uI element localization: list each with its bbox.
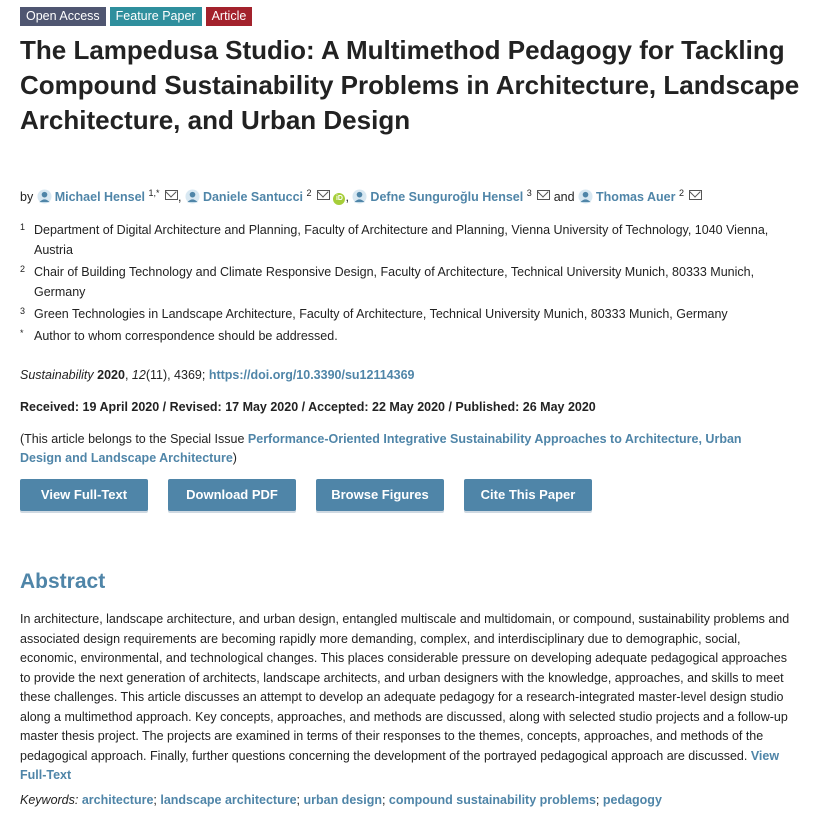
email-icon[interactable] <box>689 190 702 200</box>
author-name[interactable]: Michael Hensel <box>54 190 146 205</box>
badges <box>20 7 252 26</box>
affiliation-item <box>20 220 780 260</box>
abstract-text-block <box>20 610 796 786</box>
keywords: Keywords: architecture; landscape architecture; urban design; compound sustainability problems; pedagogy <box>20 793 662 807</box>
abstract-text: In architecture, landscape architecture, and urban design, entangled multiscale and multidomain, or compound, sustainability problems and associated design requirements are becoming rapidly more demanding, complex, and interdisciplinary due to demographic, social, economic, environmental, and technological changes. This places considerable pressure on developing adequate pedagogical approaches to provide the next generation of architects, landscape architects, and urban designers with the knowledge, approaches, and skills to meet these challenges. This article discusses an attempt to develop an adequate pedagogy for a research-integrated master-level design studio along a multimethod approach. Key concepts, approaches, and methods are discussed, along with selected studio projects and a follow-up master thesis project. The projects are examined in terms of their responses to the themes, concepts, approaches, and methods of the pedagogical approach. Finally, further questions concerning the development of the portrayed pedagogical approach are discussed. <box>20 612 790 763</box>
doi-link[interactable]: https://doi.org/10.3390/su12114369 <box>208 368 415 382</box>
citation-line: Sustainability 2020, 12(11), 4369; https://doi.org/10.3390/su12114369 <box>20 368 415 382</box>
affiliation-item <box>20 326 780 346</box>
special-issue-suffix: ) <box>232 451 237 465</box>
affiliations <box>20 220 780 348</box>
affiliation-text: Department of Digital Architecture and Planning, Faculty of Architecture and Planning, Vienna University of Technology, 1040 Vienna, Austria <box>34 223 769 257</box>
author-list: by Michael Hensel $^{1,*}$ , Daniele Santucci $^2$ iD , Defne Sunguroğlu Hensel $^3$ and Thomas Auer $^2$ <box>20 188 702 205</box>
download-pdf-button[interactable]: Download PDF <box>168 479 296 511</box>
email-icon[interactable] <box>165 190 178 200</box>
special-issue-prefix: (This article belongs to the Special Issue <box>20 432 248 446</box>
browse-figures-button[interactable]: Browse Figures <box>316 479 444 511</box>
feature-paper-badge[interactable]: Feature Paper <box>110 7 202 26</box>
action-buttons <box>20 479 592 511</box>
open-access-badge[interactable]: Open Access <box>20 7 106 26</box>
person-icon <box>352 189 367 204</box>
affiliation-item <box>20 262 780 302</box>
affiliation-number: 2 <box>20 264 26 274</box>
view-full-text-button[interactable]: View Full-Text <box>20 479 148 511</box>
person-icon <box>37 189 52 204</box>
author-thomas-auer[interactable] <box>578 190 679 204</box>
special-issue-link[interactable]: Performance-Oriented Integrative Sustainability Approaches to Architecture, Urban Design and Landscape Architecture <box>20 432 742 465</box>
keyword-link[interactable]: architecture <box>81 793 154 807</box>
author-name[interactable]: Defne Sunguroğlu Hensel <box>370 190 524 205</box>
keyword-link[interactable]: pedagogy <box>602 793 662 807</box>
article-title: The Lampedusa Studio: A Multimethod Pedagogy for Tackling Compound Sustainability Problems in Architecture, Landscape Architecture, and Urban Design <box>20 35 800 135</box>
person-icon <box>185 189 200 204</box>
keyword-link[interactable]: urban design <box>303 793 382 807</box>
affiliation-text: Author to whom correspondence should be addressed. <box>34 329 338 343</box>
citation-year: 2020 <box>97 368 125 382</box>
author-defne-sunguroglu-hensel[interactable] <box>352 190 526 204</box>
author-daniele-santucci[interactable] <box>185 190 307 204</box>
person-icon <box>578 189 593 204</box>
author-affiliation-sup: 2 <box>678 188 684 198</box>
email-icon[interactable] <box>317 190 330 200</box>
by-label: by <box>20 190 34 205</box>
article-badge: Article <box>206 7 253 26</box>
journal-name[interactable]: Sustainability <box>20 368 94 382</box>
affiliation-text: Green Technologies in Landscape Architecture, Faculty of Architecture, Technical University Munich, 80333 Munich, Germany <box>34 307 728 321</box>
citation-volume: 12 <box>131 368 146 382</box>
keywords-label: Keywords: <box>20 793 79 807</box>
author-name[interactable]: Thomas Auer <box>596 190 676 205</box>
author-affiliation-sup: 1,* <box>148 188 160 198</box>
special-issue-note <box>20 430 780 468</box>
affiliation-number: 3 <box>20 306 26 316</box>
keyword-link[interactable]: landscape architecture <box>160 793 297 807</box>
affiliation-text: Chair of Building Technology and Climate Responsive Design, Faculty of Architecture, Technical University Munich, 80333 Munich, Germany <box>34 265 755 299</box>
keyword-link[interactable]: compound sustainability problems <box>388 793 596 807</box>
abstract-heading: Abstract <box>20 570 106 593</box>
affiliation-number: * <box>20 328 24 338</box>
view-full-text-link[interactable]: View Full-Text <box>20 748 780 782</box>
author-name[interactable]: Daniele Santucci <box>202 190 303 205</box>
email-icon[interactable] <box>537 190 550 200</box>
citation-issue-pages: (11), 4369; <box>145 368 206 382</box>
author-affiliation-sup: 2 <box>306 188 312 198</box>
orcid-icon[interactable]: iD <box>333 193 345 205</box>
author-affiliation-sup: 3 <box>526 188 532 198</box>
author-michael-hensel[interactable] <box>37 190 149 204</box>
publication-dates: Received: 19 April 2020 / Revised: 17 May 2020 / Accepted: 22 May 2020 / Published: 26 May 2020 <box>20 400 596 414</box>
affiliation-number: 1 <box>20 222 26 232</box>
cite-paper-button[interactable]: Cite This Paper <box>464 479 592 511</box>
and-label: and <box>553 190 575 205</box>
affiliation-item <box>20 304 780 324</box>
